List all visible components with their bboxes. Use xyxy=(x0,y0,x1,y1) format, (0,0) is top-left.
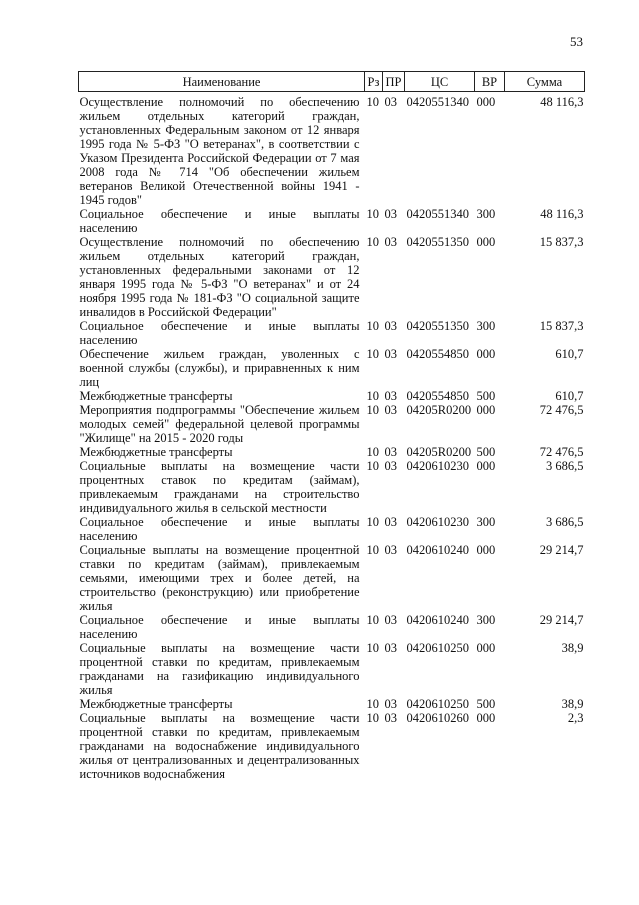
row-name: Социальные выплаты на возмещение процентной ставки по кредитам (займам), привлекаемым семьями, имеющими трех и более детей, на строительство (реконструкцию) или приобретение жилья xyxy=(79,543,360,613)
row-pr: 03 xyxy=(384,347,397,361)
table-row xyxy=(79,445,585,459)
row-name: Межбюджетные трансферты xyxy=(79,445,233,459)
row-pr: 03 xyxy=(384,235,397,249)
row-cs: 0420610230 xyxy=(406,515,469,529)
table-row xyxy=(79,515,585,543)
budget-table xyxy=(78,71,585,781)
table-row xyxy=(79,347,585,389)
row-cs: 0420554850 xyxy=(406,389,469,403)
table-row xyxy=(79,319,585,347)
row-vr: 000 xyxy=(476,459,496,473)
row-pr: 03 xyxy=(384,389,397,403)
row-sum: 3 686,5 xyxy=(546,459,584,473)
row-sum: 610,7 xyxy=(555,347,584,361)
row-vr: 500 xyxy=(476,389,496,403)
row-pr: 03 xyxy=(384,697,397,711)
row-name: Социальные выплаты на возмещение части процентных ставок по кредитам (займам), привлекаемым гражданами на строительство индивидуального жилья в сельской местности xyxy=(79,459,360,515)
row-sum: 15 837,3 xyxy=(539,235,584,249)
row-cs: 0420610230 xyxy=(406,459,469,473)
row-pr: 03 xyxy=(384,445,397,459)
row-sum: 48 116,3 xyxy=(540,207,584,221)
row-name: Социальное обеспечение и иные выплаты населению xyxy=(79,515,360,543)
table-row xyxy=(79,613,585,641)
row-rz: 10 xyxy=(366,235,379,249)
table-header xyxy=(79,72,585,92)
row-sum: 610,7 xyxy=(555,389,584,403)
row-rz: 10 xyxy=(366,403,379,417)
row-rz: 10 xyxy=(366,641,379,655)
row-pr: 03 xyxy=(384,95,397,109)
row-sum: 72 476,5 xyxy=(539,403,584,417)
row-vr: 000 xyxy=(476,711,496,725)
row-name: Мероприятия подпрограммы "Обеспечение жильем молодых семей" федеральной целевой программы "Жилище" на 2015 - 2020 годы xyxy=(79,403,360,445)
row-sum: 48 116,3 xyxy=(540,95,584,109)
table-row xyxy=(79,389,585,403)
row-rz: 10 xyxy=(366,347,379,361)
table-row xyxy=(79,235,585,319)
table-row xyxy=(79,641,585,697)
row-vr: 300 xyxy=(476,515,496,529)
row-pr: 03 xyxy=(384,459,397,473)
row-cs: 0420551350 xyxy=(406,235,469,249)
row-cs: 0420610240 xyxy=(406,613,469,627)
row-cs: 0420551340 xyxy=(406,207,469,221)
header-pr: ПР xyxy=(383,72,405,92)
row-rz: 10 xyxy=(366,207,379,221)
table-row xyxy=(79,459,585,515)
header-vr: ВР xyxy=(475,72,505,92)
row-name: Социальные выплаты на возмещение части процентной ставки по кредитам, привлекаемым гражданами на газификацию индивидуального жилья xyxy=(79,641,360,697)
row-name: Осуществление полномочий по обеспечению жильем отдельных категорий граждан, установленных федеральными законами от 12 января 1995 года № 5-ФЗ "О ветеранах" и от 24 ноября 1995 года № 181-ФЗ "О социальной защите инвалидов в Российской Федерации" xyxy=(79,235,360,319)
row-pr: 03 xyxy=(384,515,397,529)
row-cs: 04205R0200 xyxy=(406,403,472,417)
row-vr: 000 xyxy=(476,543,496,557)
row-cs: 0420610250 xyxy=(406,641,469,655)
row-pr: 03 xyxy=(384,613,397,627)
row-vr: 000 xyxy=(476,403,496,417)
page-number: 53 xyxy=(570,34,583,49)
table-row xyxy=(79,403,585,445)
row-name: Межбюджетные трансферты xyxy=(79,389,233,403)
row-cs: 0420554850 xyxy=(406,347,469,361)
row-pr: 03 xyxy=(384,711,397,725)
row-rz: 10 xyxy=(366,389,379,403)
table-body xyxy=(79,92,585,782)
row-cs: 0420610250 xyxy=(406,697,469,711)
header-sum: Сумма xyxy=(505,72,585,92)
row-pr: 03 xyxy=(384,403,397,417)
row-name: Социальное обеспечение и иные выплаты населению xyxy=(79,319,360,347)
row-vr: 500 xyxy=(476,697,496,711)
row-rz: 10 xyxy=(366,319,379,333)
row-vr: 300 xyxy=(476,613,496,627)
header-cs: ЦС xyxy=(405,72,475,92)
row-sum: 29 214,7 xyxy=(539,543,584,557)
row-sum: 38,9 xyxy=(561,641,584,655)
row-vr: 000 xyxy=(476,235,496,249)
header-name: Наименование xyxy=(79,72,365,92)
row-rz: 10 xyxy=(366,613,379,627)
row-name: Социальные выплаты на возмещение части процентной ставки по кредитам, привлекаемым гражданами на водоснабжение индивидуального жилья от централизованных и децентрализованных источников водоснабжения xyxy=(79,711,360,781)
row-vr: 300 xyxy=(476,207,496,221)
row-pr: 03 xyxy=(384,543,397,557)
table-row xyxy=(79,543,585,613)
row-name: Обеспечение жильем граждан, уволенных с военной службы (службы), и приравненных к ним лиц xyxy=(79,347,360,389)
row-vr: 000 xyxy=(476,95,496,109)
row-rz: 10 xyxy=(366,711,379,725)
row-sum: 2,3 xyxy=(567,711,584,725)
table-row xyxy=(79,207,585,235)
row-rz: 10 xyxy=(366,543,379,557)
row-rz: 10 xyxy=(366,95,379,109)
header-rz: Рз xyxy=(365,72,383,92)
row-name: Межбюджетные трансферты xyxy=(79,697,233,711)
table-row xyxy=(79,697,585,711)
row-name: Социальное обеспечение и иные выплаты населению xyxy=(79,207,360,235)
row-pr: 03 xyxy=(384,319,397,333)
row-cs: 04205R0200 xyxy=(406,445,472,459)
row-rz: 10 xyxy=(366,515,379,529)
row-sum: 72 476,5 xyxy=(539,445,584,459)
row-pr: 03 xyxy=(384,641,397,655)
row-rz: 10 xyxy=(366,459,379,473)
row-vr: 000 xyxy=(476,641,496,655)
row-cs: 0420551350 xyxy=(406,319,469,333)
row-vr: 000 xyxy=(476,347,496,361)
row-rz: 10 xyxy=(366,697,379,711)
row-sum: 38,9 xyxy=(561,697,584,711)
row-sum: 29 214,7 xyxy=(539,613,584,627)
row-vr: 300 xyxy=(476,319,496,333)
row-vr: 500 xyxy=(476,445,496,459)
row-pr: 03 xyxy=(384,207,397,221)
row-rz: 10 xyxy=(366,445,379,459)
row-cs: 0420551340 xyxy=(406,95,469,109)
row-name: Осуществление полномочий по обеспечению жильем отдельных категорий граждан, установленных Федеральным законом от 12 января 1995 года № 5-ФЗ "О ветеранах", в соответствии с Указом Президента Российской Федерации от 7 мая 2008 года № 714 "Об обеспечении жильем ветеранов Великой Отечественной войны 1941 - 1945 годов" xyxy=(79,95,360,207)
row-cs: 0420610240 xyxy=(406,543,469,557)
table-row xyxy=(79,92,585,208)
row-cs: 0420610260 xyxy=(406,711,469,725)
row-name: Социальное обеспечение и иные выплаты населению xyxy=(79,613,360,641)
row-sum: 3 686,5 xyxy=(546,515,584,529)
row-sum: 15 837,3 xyxy=(539,319,584,333)
table-row xyxy=(79,711,585,781)
